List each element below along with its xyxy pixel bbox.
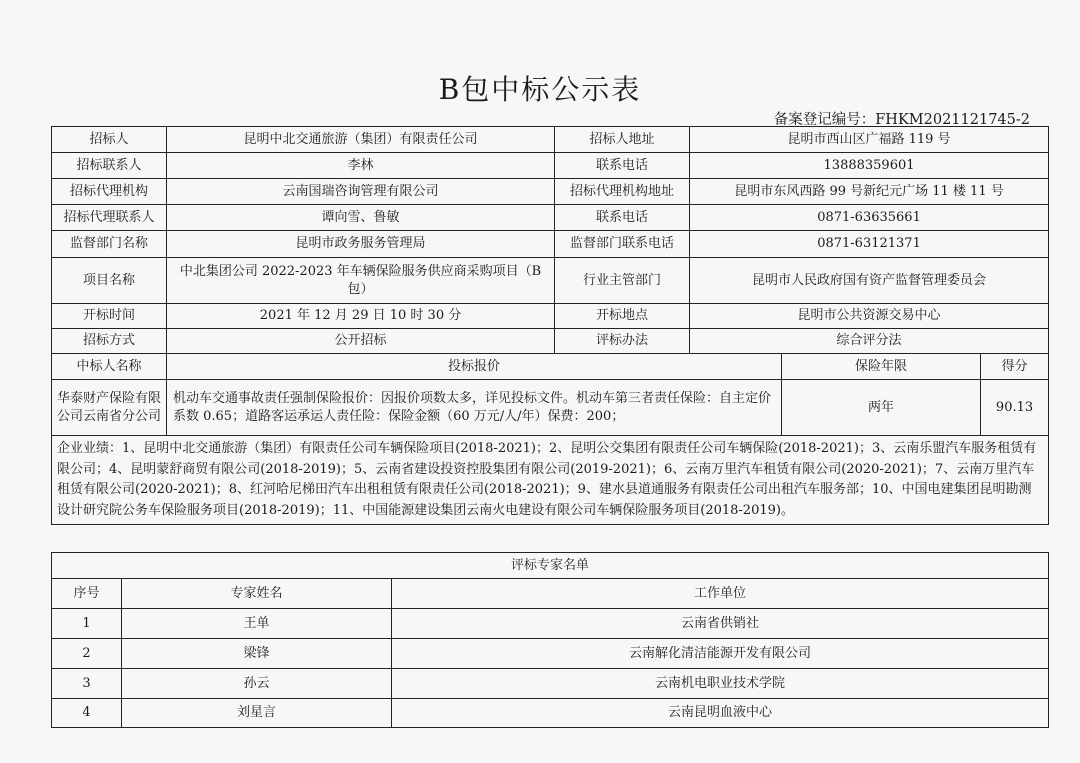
quote-header: 投标报价 — [167, 354, 782, 380]
agency-contact-label: 招标代理联系人 — [52, 205, 167, 231]
tenderer-address-value: 昆明市西山区广福路 119 号 — [690, 127, 1049, 153]
expert-no: 4 — [52, 699, 122, 728]
phone-value: 13888359601 — [690, 153, 1049, 179]
supervisor-phone-value: 0871-63121371 — [690, 231, 1049, 258]
award-info-table — [51, 126, 1049, 525]
table-row — [52, 127, 1049, 153]
table-row — [52, 304, 1049, 329]
open-time-label: 开标时间 — [52, 304, 167, 329]
agency-label: 招标代理机构 — [52, 179, 167, 205]
table-row — [52, 639, 1049, 669]
tenderer-value: 昆明中北交通旅游（集团）有限责任公司 — [167, 127, 555, 153]
table-row — [52, 329, 1049, 354]
expert-name: 梁锋 — [122, 639, 392, 669]
expert-name: 孙云 — [122, 669, 392, 699]
tenderer-address-label: 招标人地址 — [555, 127, 690, 153]
table-row — [52, 669, 1049, 699]
open-place-value: 昆明市公共资源交易中心 — [690, 304, 1049, 329]
tenderer-label: 招标人 — [52, 127, 167, 153]
expert-unit: 云南机电职业技术学院 — [392, 669, 1049, 699]
open-time-value: 2021 年 12 月 29 日 10 时 30 分 — [167, 304, 555, 329]
table-row — [52, 231, 1049, 258]
industry-value: 昆明市人民政府国有资产监督管理委员会 — [690, 258, 1049, 304]
project-value: 中北集团公司 2022-2023 年车辆保险服务供应商采购项目（B 包） — [167, 258, 555, 304]
method-value: 公开招标 — [167, 329, 555, 354]
agency-address-label: 招标代理机构地址 — [555, 179, 690, 205]
open-place-label: 开标地点 — [555, 304, 690, 329]
contact-value: 李林 — [167, 153, 555, 179]
eval-method-value: 综合评分法 — [690, 329, 1049, 354]
agency-phone-value: 0871-63635661 — [690, 205, 1049, 231]
expert-unit-header: 工作单位 — [392, 579, 1049, 609]
table-row — [52, 153, 1049, 179]
page-title: B包中标公示表 — [438, 73, 642, 106]
score-header: 得分 — [981, 354, 1049, 380]
expert-no: 3 — [52, 669, 122, 699]
contact-label: 招标联系人 — [52, 153, 167, 179]
table-row — [52, 380, 1049, 436]
winner-quote: 机动车交通事故责任强制保险报价：因报价项数太多，详见投标文件。机动车第三者责任保险：自主定价系数 0.65；道路客运承运人责任险：保险金额（60 万元/人/年）保费：200； — [167, 380, 782, 436]
agency-address-value: 昆明市东风西路 99 号新纪元广场 11 楼 11 号 — [690, 179, 1049, 205]
table-row — [52, 609, 1049, 639]
expert-name: 王单 — [122, 609, 392, 639]
table-row — [52, 205, 1049, 231]
winner-name: 华泰财产保险有限公司云南省分公司 — [52, 380, 167, 436]
supervisor-label: 监督部门名称 — [52, 231, 167, 258]
table-row — [52, 436, 1049, 525]
project-label: 项目名称 — [52, 258, 167, 304]
phone-label: 联系电话 — [555, 153, 690, 179]
table-row — [52, 553, 1049, 579]
expert-unit: 云南昆明血液中心 — [392, 699, 1049, 728]
registration-number: 备案登记编号：FHKM2021121745-2 — [773, 112, 1030, 128]
method-label: 招标方式 — [52, 329, 167, 354]
expert-unit: 云南解化清洁能源开发有限公司 — [392, 639, 1049, 669]
industry-label: 行业主管部门 — [555, 258, 690, 304]
table-row — [52, 258, 1049, 304]
winner-score: 90.13 — [981, 380, 1049, 436]
expert-list-title: 评标专家名单 — [52, 553, 1049, 579]
expert-table — [51, 552, 1049, 728]
expert-name: 刘星言 — [122, 699, 392, 728]
expert-no-header: 序号 — [52, 579, 122, 609]
table-row — [52, 354, 1049, 380]
agency-contact-value: 谭向雪、鲁敏 — [167, 205, 555, 231]
eval-method-label: 评标办法 — [555, 329, 690, 354]
winner-name-header: 中标人名称 — [52, 354, 167, 380]
supervisor-phone-label: 监督部门联系电话 — [555, 231, 690, 258]
agency-value: 云南国瑞咨询管理有限公司 — [167, 179, 555, 205]
expert-unit: 云南省供销社 — [392, 609, 1049, 639]
table-row — [52, 179, 1049, 205]
table-row — [52, 579, 1049, 609]
supervisor-value: 昆明市政务服务管理局 — [167, 231, 555, 258]
performance-text: 企业业绩：1、昆明中北交通旅游（集团）有限责任公司车辆保险项目(2018-2021)；2、昆明公交集团有限责任公司车辆保险(2018-2021)；3、云南乐盟汽车服务租赁有限公司；4、昆明蒙舒商贸有限公司(2018-2019)；5、云南省建设投资控股集团有限公司(2019-2021)；6、云南万里汽车租赁有限公司(2020-2021)；7、云南万里汽车租赁有限公司(2020-2021)；8、红河哈尼梯田汽车出租租赁有限责任公司(2018-2021)；9、建水县道通服务有限责任公司出租汽车服务部；10、中国电建集团昆明勘测设计研究院公务车保险服务项目(2018-2019)；11、中国能源建设集团云南火电建设有限公司车辆保险服务项目(2018-2019)。 — [52, 436, 1049, 525]
table-row — [52, 699, 1049, 728]
insurance-period: 两年 — [782, 380, 981, 436]
expert-no: 2 — [52, 639, 122, 669]
expert-no: 1 — [52, 609, 122, 639]
agency-phone-label: 联系电话 — [555, 205, 690, 231]
period-header: 保险年限 — [782, 354, 981, 380]
expert-name-header: 专家姓名 — [122, 579, 392, 609]
